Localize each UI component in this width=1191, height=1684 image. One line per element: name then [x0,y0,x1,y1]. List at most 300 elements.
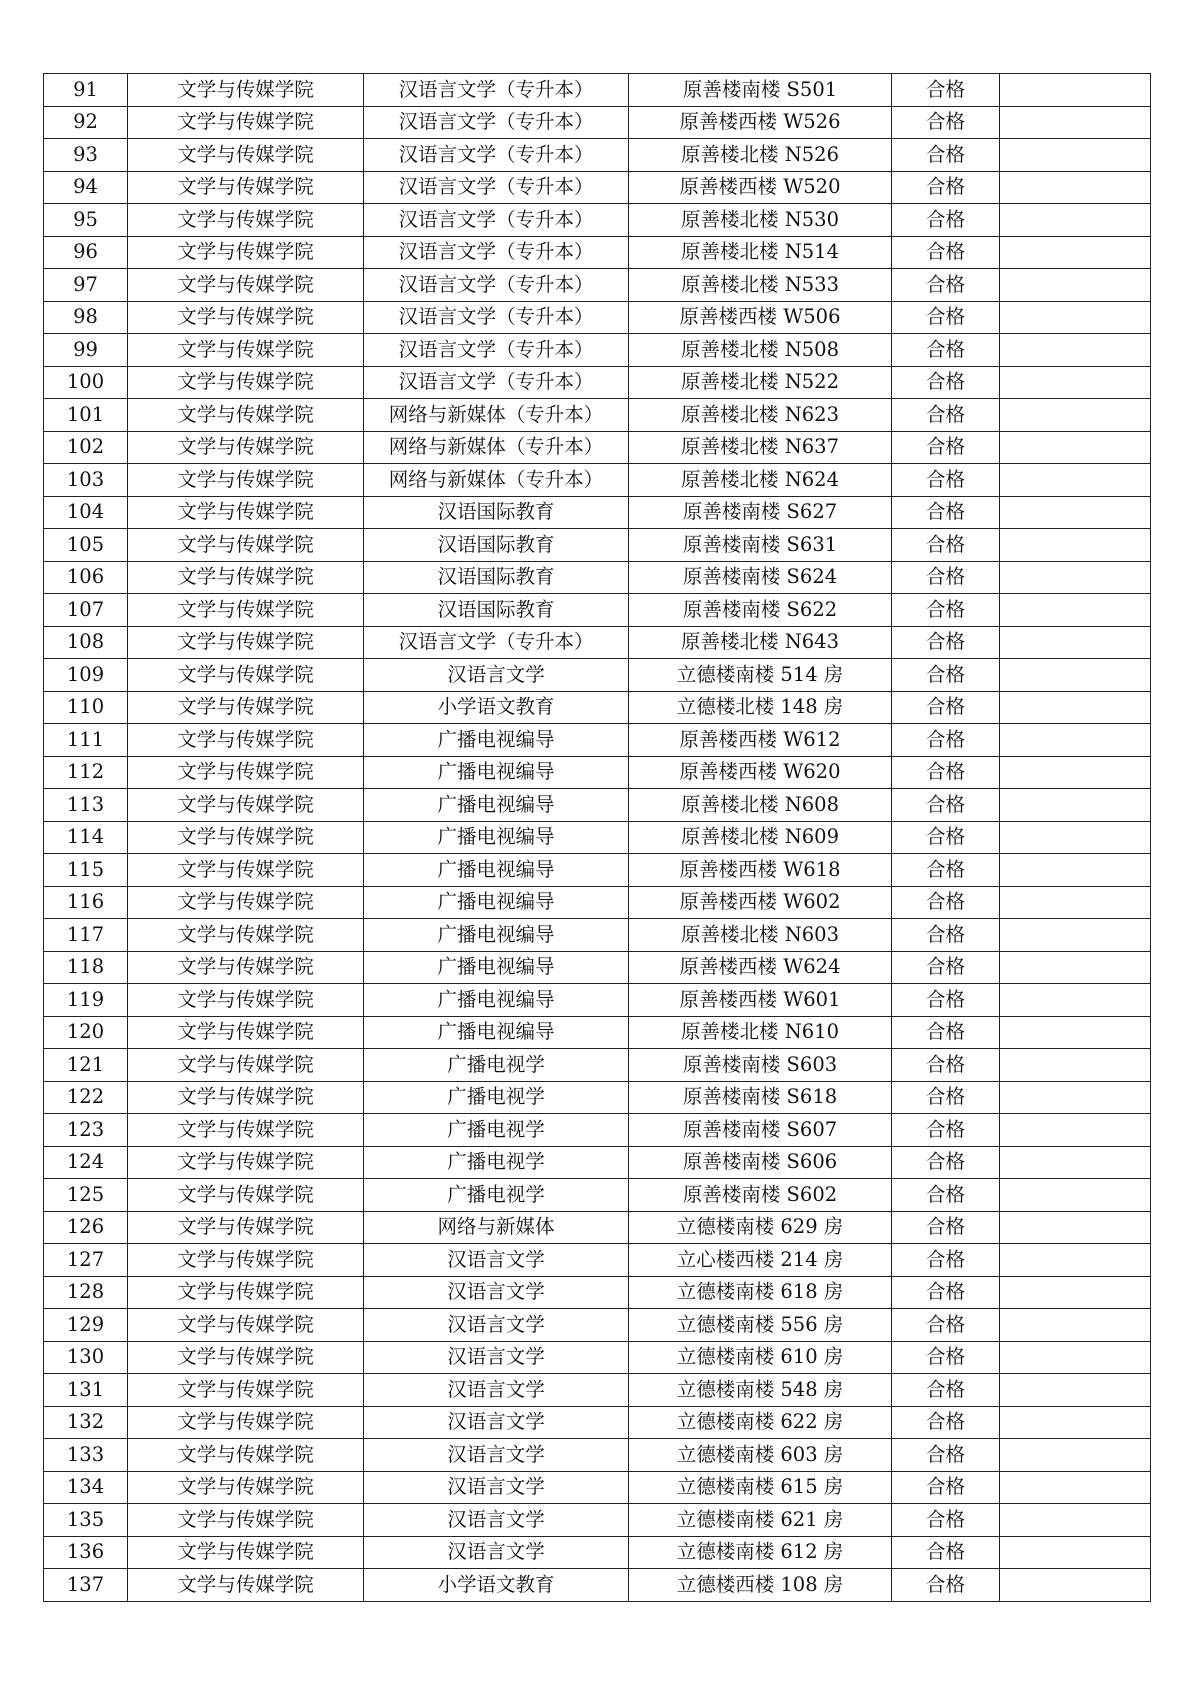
result-cell: 合格 [892,366,1000,399]
remark-cell [1000,529,1151,562]
result-cell: 合格 [892,529,1000,562]
table-row [44,529,1151,562]
major-cell: 汉语言文学（专升本） [364,74,629,107]
table-row [44,724,1151,757]
table-row [44,1244,1151,1277]
remark-cell [1000,1276,1151,1309]
major-cell: 汉语言文学（专升本） [364,236,629,269]
table-row [44,1049,1151,1082]
college-cell: 文学与传媒学院 [128,1146,364,1179]
college-cell: 文学与传媒学院 [128,1341,364,1374]
result-cell: 合格 [892,1276,1000,1309]
table-row [44,334,1151,367]
major-cell: 汉语言文学（专升本） [364,106,629,139]
row-number-cell: 113 [44,789,128,822]
dorm-room-cell: 原善楼北楼 N624 [629,464,892,497]
dorm-room-cell: 原善楼北楼 N603 [629,919,892,952]
major-cell: 广播电视编导 [364,951,629,984]
major-cell: 广播电视学 [364,1179,629,1212]
dorm-room-cell: 原善楼北楼 N610 [629,1016,892,1049]
major-cell: 小学语文教育 [364,691,629,724]
table-row [44,984,1151,1017]
major-cell: 汉语国际教育 [364,529,629,562]
result-cell: 合格 [892,1081,1000,1114]
table-row [44,594,1151,627]
table-row [44,496,1151,529]
college-cell: 文学与传媒学院 [128,789,364,822]
college-cell: 文学与传媒学院 [128,919,364,952]
result-cell: 合格 [892,919,1000,952]
result-cell: 合格 [892,724,1000,757]
major-cell: 汉语言文学（专升本） [364,139,629,172]
table-row [44,1471,1151,1504]
table-row [44,399,1151,432]
result-cell: 合格 [892,334,1000,367]
remark-cell [1000,1406,1151,1439]
remark-cell [1000,204,1151,237]
table-row [44,919,1151,952]
row-number-cell: 103 [44,464,128,497]
college-cell: 文学与传媒学院 [128,399,364,432]
major-cell: 汉语言文学 [364,1504,629,1537]
row-number-cell: 102 [44,431,128,464]
result-cell: 合格 [892,821,1000,854]
result-cell: 合格 [892,269,1000,302]
row-number-cell: 127 [44,1244,128,1277]
major-cell: 广播电视编导 [364,886,629,919]
major-cell: 汉语言文学（专升本） [364,626,629,659]
major-cell: 广播电视编导 [364,984,629,1017]
dorm-room-cell: 立德楼南楼 514 房 [629,659,892,692]
college-cell: 文学与传媒学院 [128,1569,364,1602]
table-row [44,106,1151,139]
college-cell: 文学与传媒学院 [128,1276,364,1309]
remark-cell [1000,984,1151,1017]
college-cell: 文学与传媒学院 [128,626,364,659]
remark-cell [1000,1569,1151,1602]
row-number-cell: 125 [44,1179,128,1212]
table-row [44,1276,1151,1309]
college-cell: 文学与传媒学院 [128,951,364,984]
remark-cell [1000,1536,1151,1569]
dorm-room-cell: 立心楼西楼 214 房 [629,1244,892,1277]
dorm-room-cell: 原善楼西楼 W620 [629,756,892,789]
row-number-cell: 110 [44,691,128,724]
result-cell: 合格 [892,1439,1000,1472]
dorm-room-cell: 原善楼北楼 N643 [629,626,892,659]
row-number-cell: 114 [44,821,128,854]
remark-cell [1000,821,1151,854]
major-cell: 汉语言文学 [364,1244,629,1277]
table-row [44,301,1151,334]
remark-cell [1000,886,1151,919]
college-cell: 文学与传媒学院 [128,334,364,367]
result-cell: 合格 [892,789,1000,822]
college-cell: 文学与传媒学院 [128,886,364,919]
remark-cell [1000,496,1151,529]
result-cell: 合格 [892,171,1000,204]
table-row [44,659,1151,692]
table-row [44,1341,1151,1374]
dorm-room-cell: 原善楼西楼 W612 [629,724,892,757]
table-row [44,1569,1151,1602]
result-cell: 合格 [892,1536,1000,1569]
remark-cell [1000,399,1151,432]
dorm-room-cell: 立德楼南楼 548 房 [629,1374,892,1407]
row-number-cell: 101 [44,399,128,432]
table-row [44,821,1151,854]
major-cell: 汉语国际教育 [364,594,629,627]
result-cell: 合格 [892,984,1000,1017]
college-cell: 文学与传媒学院 [128,1211,364,1244]
major-cell: 汉语言文学 [364,1471,629,1504]
major-cell: 网络与新媒体（专升本） [364,431,629,464]
remark-cell [1000,139,1151,172]
table-row [44,139,1151,172]
row-number-cell: 97 [44,269,128,302]
row-number-cell: 109 [44,659,128,692]
major-cell: 广播电视编导 [364,1016,629,1049]
result-cell: 合格 [892,1146,1000,1179]
remark-cell [1000,269,1151,302]
major-cell: 汉语言文学 [364,1309,629,1342]
college-cell: 文学与传媒学院 [128,431,364,464]
result-cell: 合格 [892,1179,1000,1212]
dorm-room-cell: 原善楼北楼 N526 [629,139,892,172]
result-cell: 合格 [892,659,1000,692]
dorm-room-cell: 立德楼西楼 108 房 [629,1569,892,1602]
result-cell: 合格 [892,1244,1000,1277]
table-row [44,269,1151,302]
college-cell: 文学与传媒学院 [128,594,364,627]
remark-cell [1000,1016,1151,1049]
remark-cell [1000,1504,1151,1537]
result-cell: 合格 [892,1374,1000,1407]
college-cell: 文学与传媒学院 [128,301,364,334]
table-row [44,886,1151,919]
result-cell: 合格 [892,1309,1000,1342]
remark-cell [1000,691,1151,724]
major-cell: 网络与新媒体（专升本） [364,464,629,497]
dorm-room-cell: 原善楼南楼 S606 [629,1146,892,1179]
table-row [44,951,1151,984]
college-cell: 文学与传媒学院 [128,1471,364,1504]
table-row [44,1016,1151,1049]
row-number-cell: 95 [44,204,128,237]
result-cell: 合格 [892,1341,1000,1374]
result-cell: 合格 [892,1049,1000,1082]
row-number-cell: 133 [44,1439,128,1472]
remark-cell [1000,756,1151,789]
college-cell: 文学与传媒学院 [128,74,364,107]
college-cell: 文学与传媒学院 [128,204,364,237]
dorm-room-cell: 立德楼南楼 612 房 [629,1536,892,1569]
major-cell: 汉语言文学 [364,1341,629,1374]
dorm-room-cell: 原善楼南楼 S607 [629,1114,892,1147]
table-row [44,1374,1151,1407]
remark-cell [1000,789,1151,822]
remark-cell [1000,854,1151,887]
table-row [44,561,1151,594]
dorm-room-cell: 原善楼南楼 S622 [629,594,892,627]
remark-cell [1000,464,1151,497]
table-row [44,1211,1151,1244]
result-cell: 合格 [892,236,1000,269]
dorm-room-cell: 原善楼北楼 N508 [629,334,892,367]
college-cell: 文学与传媒学院 [128,1309,364,1342]
college-cell: 文学与传媒学院 [128,691,364,724]
remark-cell [1000,334,1151,367]
result-cell: 合格 [892,74,1000,107]
table-row [44,691,1151,724]
table-row [44,366,1151,399]
college-cell: 文学与传媒学院 [128,1244,364,1277]
dorm-room-cell: 立德楼南楼 621 房 [629,1504,892,1537]
major-cell: 广播电视编导 [364,724,629,757]
major-cell: 汉语言文学（专升本） [364,204,629,237]
college-cell: 文学与传媒学院 [128,529,364,562]
row-number-cell: 134 [44,1471,128,1504]
college-cell: 文学与传媒学院 [128,724,364,757]
major-cell: 广播电视编导 [364,756,629,789]
college-cell: 文学与传媒学院 [128,1439,364,1472]
result-cell: 合格 [892,399,1000,432]
dorm-room-cell: 原善楼西楼 W601 [629,984,892,1017]
remark-cell [1000,1341,1151,1374]
college-cell: 文学与传媒学院 [128,1016,364,1049]
major-cell: 汉语言文学（专升本） [364,334,629,367]
row-number-cell: 132 [44,1406,128,1439]
remark-cell [1000,1471,1151,1504]
dorm-room-cell: 立德楼南楼 610 房 [629,1341,892,1374]
college-cell: 文学与传媒学院 [128,1406,364,1439]
table-row [44,1536,1151,1569]
row-number-cell: 104 [44,496,128,529]
remark-cell [1000,1114,1151,1147]
college-cell: 文学与传媒学院 [128,139,364,172]
result-cell: 合格 [892,139,1000,172]
college-cell: 文学与传媒学院 [128,464,364,497]
college-cell: 文学与传媒学院 [128,1536,364,1569]
dorm-room-cell: 原善楼北楼 N530 [629,204,892,237]
college-cell: 文学与传媒学院 [128,496,364,529]
table-row [44,1309,1151,1342]
major-cell: 小学语文教育 [364,1569,629,1602]
dorm-room-cell: 原善楼西楼 W618 [629,854,892,887]
dorm-room-cell: 原善楼南楼 S603 [629,1049,892,1082]
major-cell: 广播电视编导 [364,919,629,952]
major-cell: 汉语言文学（专升本） [364,301,629,334]
college-cell: 文学与传媒学院 [128,1114,364,1147]
remark-cell [1000,919,1151,952]
major-cell: 汉语言文学（专升本） [364,366,629,399]
row-number-cell: 94 [44,171,128,204]
row-number-cell: 131 [44,1374,128,1407]
table-row [44,1406,1151,1439]
dorm-room-cell: 原善楼北楼 N608 [629,789,892,822]
row-number-cell: 92 [44,106,128,139]
remark-cell [1000,1374,1151,1407]
table-row [44,1504,1151,1537]
row-number-cell: 111 [44,724,128,757]
table-row [44,74,1151,107]
result-cell: 合格 [892,431,1000,464]
remark-cell [1000,724,1151,757]
major-cell: 广播电视学 [364,1114,629,1147]
table-row [44,756,1151,789]
row-number-cell: 120 [44,1016,128,1049]
row-number-cell: 126 [44,1211,128,1244]
row-number-cell: 137 [44,1569,128,1602]
row-number-cell: 119 [44,984,128,1017]
major-cell: 广播电视编导 [364,854,629,887]
result-cell: 合格 [892,496,1000,529]
row-number-cell: 122 [44,1081,128,1114]
table-row [44,1114,1151,1147]
row-number-cell: 136 [44,1536,128,1569]
row-number-cell: 93 [44,139,128,172]
major-cell: 广播电视学 [364,1049,629,1082]
remark-cell [1000,1439,1151,1472]
result-cell: 合格 [892,464,1000,497]
major-cell: 汉语言文学（专升本） [364,269,629,302]
college-cell: 文学与传媒学院 [128,1049,364,1082]
row-number-cell: 106 [44,561,128,594]
result-cell: 合格 [892,1211,1000,1244]
remark-cell [1000,951,1151,984]
row-number-cell: 121 [44,1049,128,1082]
remark-cell [1000,366,1151,399]
dorm-room-cell: 原善楼西楼 W506 [629,301,892,334]
college-cell: 文学与传媒学院 [128,171,364,204]
dorm-room-cell: 立德楼南楼 618 房 [629,1276,892,1309]
result-cell: 合格 [892,886,1000,919]
table-row [44,854,1151,887]
row-number-cell: 100 [44,366,128,399]
major-cell: 网络与新媒体（专升本） [364,399,629,432]
college-cell: 文学与传媒学院 [128,366,364,399]
inspection-results-table [43,73,1151,1602]
remark-cell [1000,626,1151,659]
remark-cell [1000,561,1151,594]
result-cell: 合格 [892,1016,1000,1049]
dorm-room-cell: 原善楼南楼 S501 [629,74,892,107]
row-number-cell: 135 [44,1504,128,1537]
row-number-cell: 124 [44,1146,128,1179]
dorm-room-cell: 原善楼北楼 N533 [629,269,892,302]
row-number-cell: 116 [44,886,128,919]
result-cell: 合格 [892,204,1000,237]
college-cell: 文学与传媒学院 [128,659,364,692]
result-cell: 合格 [892,854,1000,887]
row-number-cell: 107 [44,594,128,627]
college-cell: 文学与传媒学院 [128,236,364,269]
major-cell: 广播电视编导 [364,789,629,822]
result-cell: 合格 [892,561,1000,594]
major-cell: 汉语言文学 [364,659,629,692]
dorm-room-cell: 原善楼西楼 W526 [629,106,892,139]
remark-cell [1000,106,1151,139]
remark-cell [1000,659,1151,692]
major-cell: 广播电视学 [364,1081,629,1114]
dorm-room-cell: 原善楼南楼 S618 [629,1081,892,1114]
major-cell: 汉语言文学 [364,1276,629,1309]
table-row [44,1146,1151,1179]
row-number-cell: 123 [44,1114,128,1147]
row-number-cell: 117 [44,919,128,952]
table-row [44,1439,1151,1472]
result-cell: 合格 [892,1114,1000,1147]
row-number-cell: 99 [44,334,128,367]
college-cell: 文学与传媒学院 [128,854,364,887]
remark-cell [1000,1146,1151,1179]
dorm-room-cell: 立德楼南楼 622 房 [629,1406,892,1439]
remark-cell [1000,1179,1151,1212]
college-cell: 文学与传媒学院 [128,106,364,139]
result-cell: 合格 [892,1569,1000,1602]
remark-cell [1000,594,1151,627]
table-row [44,431,1151,464]
remark-cell [1000,431,1151,464]
result-cell: 合格 [892,951,1000,984]
dorm-room-cell: 立德楼南楼 556 房 [629,1309,892,1342]
table-row [44,204,1151,237]
major-cell: 汉语国际教育 [364,561,629,594]
dorm-room-cell: 原善楼南楼 S624 [629,561,892,594]
remark-cell [1000,1244,1151,1277]
major-cell: 广播电视学 [364,1146,629,1179]
dorm-room-cell: 立德楼北楼 148 房 [629,691,892,724]
remark-cell [1000,1049,1151,1082]
row-number-cell: 118 [44,951,128,984]
row-number-cell: 112 [44,756,128,789]
major-cell: 汉语国际教育 [364,496,629,529]
table-row [44,789,1151,822]
college-cell: 文学与传媒学院 [128,1081,364,1114]
remark-cell [1000,236,1151,269]
result-cell: 合格 [892,691,1000,724]
college-cell: 文学与传媒学院 [128,756,364,789]
result-cell: 合格 [892,626,1000,659]
dorm-room-cell: 原善楼西楼 W624 [629,951,892,984]
remark-cell [1000,301,1151,334]
college-cell: 文学与传媒学院 [128,1504,364,1537]
college-cell: 文学与传媒学院 [128,984,364,1017]
dorm-room-cell: 立德楼南楼 615 房 [629,1471,892,1504]
college-cell: 文学与传媒学院 [128,269,364,302]
remark-cell [1000,171,1151,204]
row-number-cell: 91 [44,74,128,107]
dorm-room-cell: 原善楼北楼 N623 [629,399,892,432]
remark-cell [1000,1211,1151,1244]
major-cell: 广播电视编导 [364,821,629,854]
result-cell: 合格 [892,1471,1000,1504]
row-number-cell: 108 [44,626,128,659]
table-row [44,236,1151,269]
college-cell: 文学与传媒学院 [128,1374,364,1407]
result-cell: 合格 [892,756,1000,789]
row-number-cell: 129 [44,1309,128,1342]
major-cell: 汉语言文学 [364,1374,629,1407]
table-row [44,171,1151,204]
dorm-room-cell: 原善楼北楼 N609 [629,821,892,854]
table-row [44,464,1151,497]
table-row [44,1179,1151,1212]
row-number-cell: 115 [44,854,128,887]
major-cell: 网络与新媒体 [364,1211,629,1244]
remark-cell [1000,1081,1151,1114]
result-cell: 合格 [892,594,1000,627]
